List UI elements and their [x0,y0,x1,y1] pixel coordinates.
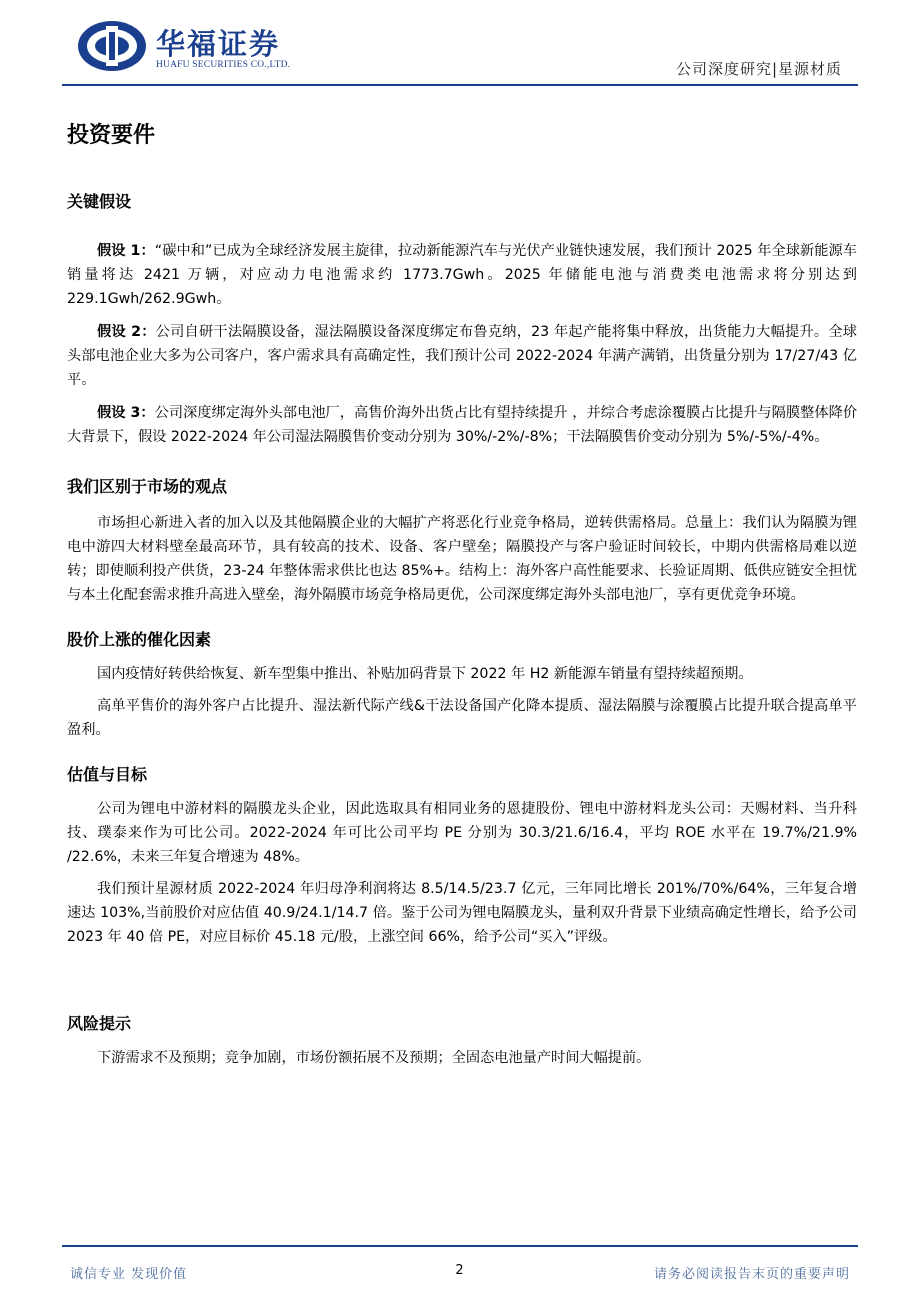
logo-chinese-name: 华福证券 [156,27,281,61]
assumption-paragraph [67,239,857,311]
body-paragraph: 高单平售价的海外客户占比提升、湿法新代际产线&干法设备国产化降本提质、湿法隔膜与涂覆膜占比提升联合提高单平盈利。 [67,698,857,738]
footer-slogan: 诚信专业 发现价值 [70,1267,188,1282]
assumption-label: 假设 3： [97,405,155,421]
assumption-text: 公司深度绑定海外头部电池厂，高售价海外出货占比有望持续提升 ，并综合考虑涂覆膜占比提升与隔膜整体降价大背景下，假设 2022-2024 年公司湿法隔膜售价变动分别为 30%/-2%/-8%；干法隔膜售价变动分别为 5%/-5%/-4%。 [67,405,858,445]
huafu-logo-icon [76,18,148,74]
page-number: 2 [455,1263,465,1278]
report-body [67,118,857,1070]
footer-divider [62,1245,858,1247]
assumption-label: 假设 2： [97,324,156,340]
page-title: 投资要件 [67,123,156,148]
assumption-text: “碳中和”已成为全球经济发展主旋律，拉动新能源汽车与光伏产业链快速发展，我们预计 2025 年全球新能源车销量将达 2421 万辆，对应动力电池需求约 1773.7Gwh。2025 年储能电池与消费类电池需求将分别达到 229.1Gwh/262.9Gwh。 [67,243,857,307]
logo-english-name: HUAFU SECURITIES CO.,LTD. [156,60,291,70]
page-header [0,0,920,90]
report-type-label: 公司深度研究|星源材质 [675,60,842,78]
body-paragraph: 国内疫情好转供给恢复、新车型集中推出、补贴加码背景下 2022 年 H2 新能源车销量有望持续超预期。 [97,666,753,682]
body-paragraph: 我们预计星源材质 2022-2024 年归母净利润将达 8.5/14.5/23.7 亿元，三年同比增长 201%/70%/64%，三年复合增速达 103%,当前股价对应估值 40.9/24.1/14.7 倍。鉴于公司为锂电隔膜龙头，量利双升背景下业绩高确定性增长，给予公司 2023 年 40 倍 PE，对应目标价 45.18 元/股，上涨空间 66%，给予公司“买入”评级。 [67,881,857,945]
body-paragraph: 市场担心新进入者的加入以及其他隔膜企业的大幅扩产将恶化行业竞争格局，逆转供需格局。总量上：我们认为隔膜为锂电中游四大材料壁垒最高环节，具有较高的技术、设备、客户壁垒；隔膜投产与客户验证时间较长，中期内供需格局难以逆转；即使顺利投产供货，23-24 年整体需求供比也达 85%+。结构上：海外客户高性能要求、长验证周期、低供应链安全担忧与本土化配套需求推升高进入壁垒，海外隔膜市场竞争格局更优，公司深度绑定海外头部电池厂，享有更优竞争环境。 [67,515,857,603]
assumption-paragraph [67,320,857,392]
section-heading-key-assumptions: 关键假设 [67,192,132,211]
section-heading-risk: 风险提示 [67,1014,132,1033]
section-heading-valuation: 估值与目标 [67,765,148,784]
section-heading-differentiated-view: 我们区别于市场的观点 [67,477,228,496]
assumption-text: 公司自研干法隔膜设备，湿法隔膜设备深度绑定布鲁克纳，23 年起产能将集中释放，出货能力大幅提升。全球头部电池企业大多为公司客户，客户需求具有高确定性，我们预计公司 2022-2024 年满产满销，出货量分别为 17/27/43 亿平。 [67,324,857,388]
body-paragraph: 公司为锂电中游材料的隔膜龙头企业，因此选取具有相同业务的恩捷股份、锂电中游材料龙头公司：天赐材料、当升科技、璞泰来作为可比公司。2022-2024 年可比公司平均 PE 分别为 30.3/21.6/16.4，平均 ROE 水平在 19.7%/21.9% /22.6%，未来三年复合增速为 48%。 [67,801,857,865]
assumption-paragraph [67,401,857,449]
company-logo [76,18,316,78]
header-divider [62,84,858,86]
footer-disclaimer: 请务必阅读报告末页的重要声明 [653,1267,850,1282]
section-heading-catalysts: 股价上涨的催化因素 [67,630,212,649]
assumption-label: 假设 1： [97,243,155,259]
body-paragraph: 下游需求不及预期；竞争加剧，市场份额拓展不及预期；全固态电池量产时间大幅提前。 [97,1050,651,1066]
